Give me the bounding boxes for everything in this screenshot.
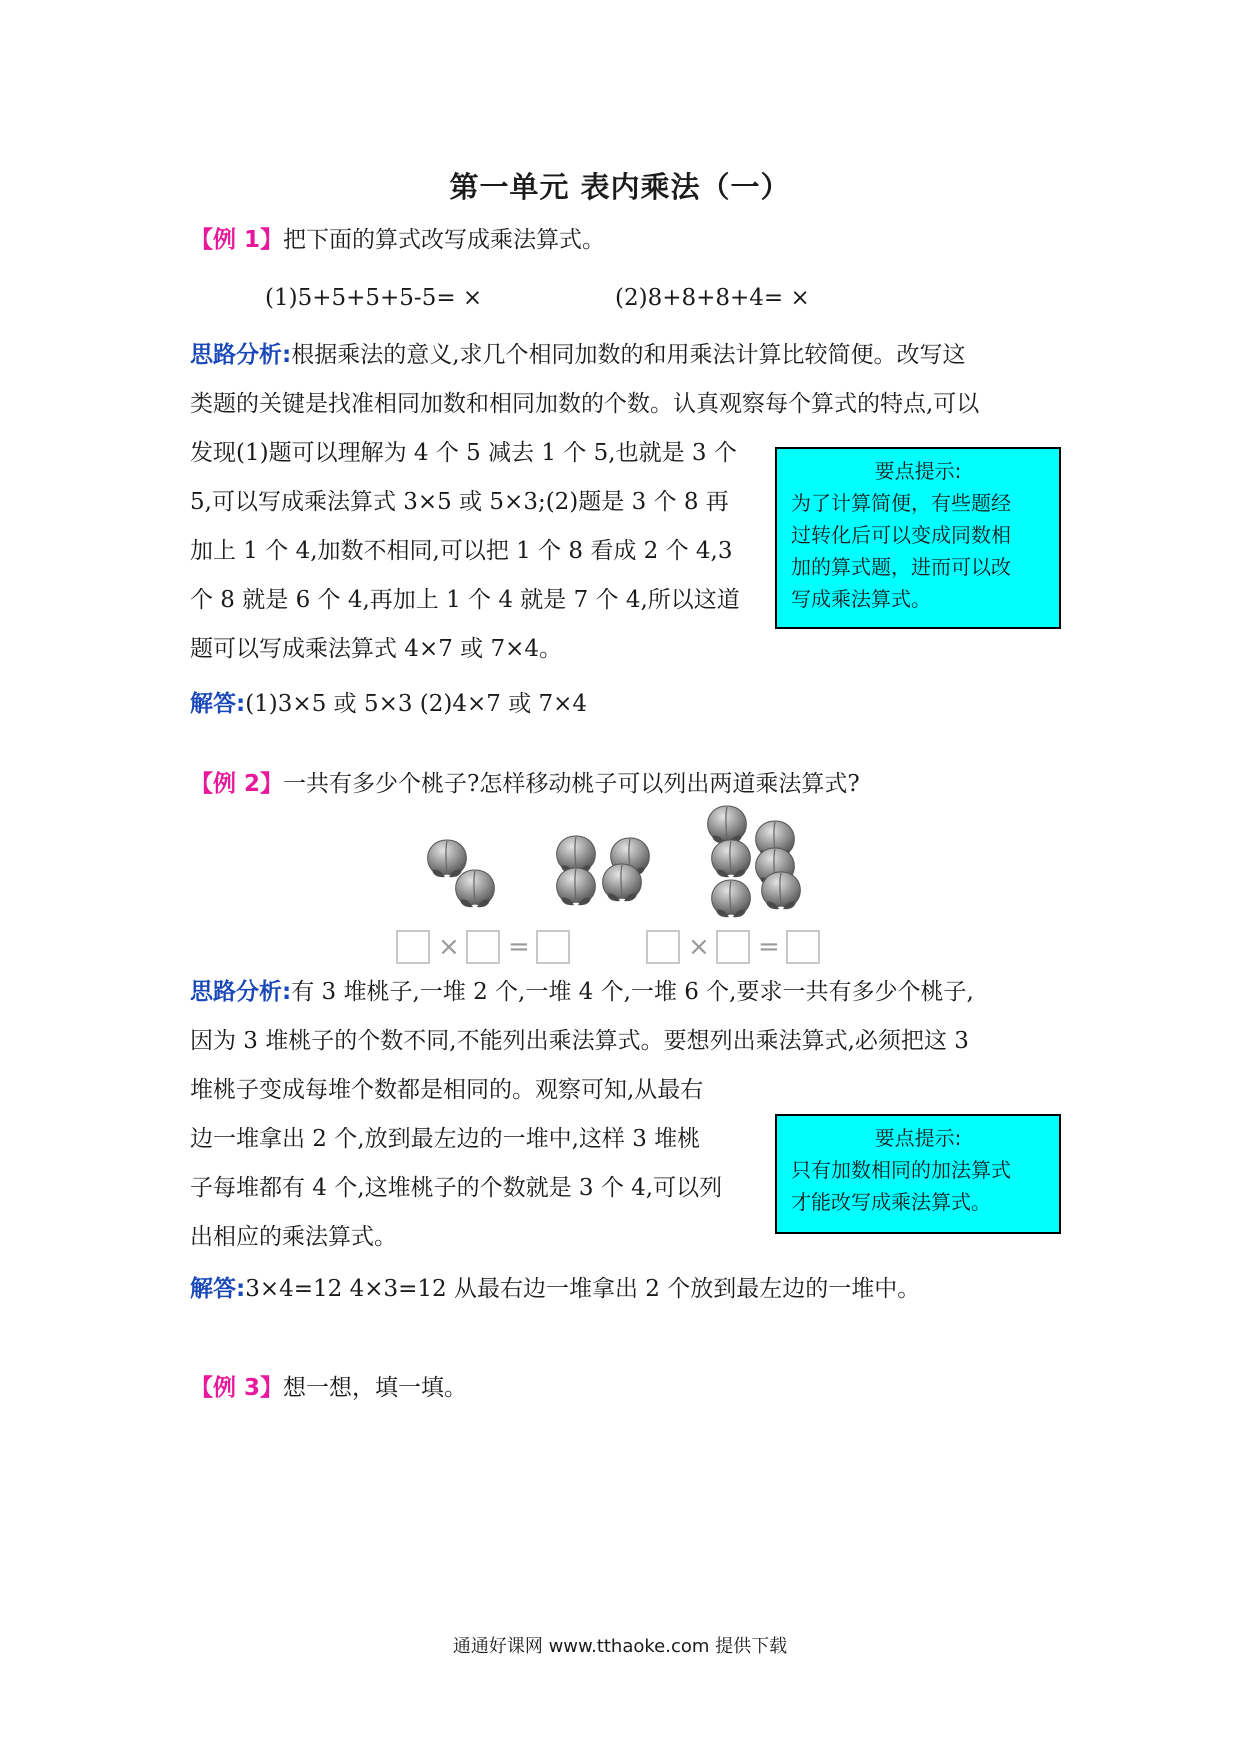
example-2-analysis-label: 思路分析:	[190, 979, 292, 1005]
example-2-analysis-line-3: 堆桃子变成每堆个数都是相同的。观察可知,从最右	[190, 1077, 704, 1103]
example-2-answer-line	[190, 1265, 920, 1314]
example-1-analysis-label: 思路分析:	[190, 342, 292, 368]
example-2-analysis-line-5: 子每堆都有 4 个,这堆桃子的个数就是 3 个 4,可以列	[190, 1175, 723, 1201]
times-sign: ×	[438, 932, 460, 962]
page-title: 第一单元 表内乘法（一）	[449, 170, 791, 204]
example-1-tip-line: 过转化后可以变成同数相	[791, 523, 1011, 547]
example-3-question: 想一想，填一填。	[283, 1375, 468, 1401]
example-1-analysis-line-7: 题可以写成乘法算式 4×7 或 7×4。	[190, 636, 563, 662]
example-2-analysis-line-2: 因为 3 堆桃子的个数不同,不能列出乘法算式。要想列出乘法算式,必须把这 3	[190, 1028, 969, 1054]
example-2-answer: 3×4=12 4×3=12 从最右边一堆拿出 2 个放到最左边的一堆中。	[245, 1276, 921, 1302]
example-2-answer-label: 解答:	[190, 1276, 246, 1302]
peach-icon	[758, 866, 804, 912]
example-1-question-line	[190, 216, 605, 265]
example-2-question-line	[190, 760, 860, 809]
example-1-analysis-text: 根据乘法的意义,求几个相同加数的和用乘法计算比较简便。改写这	[291, 342, 966, 368]
peach-icon	[599, 858, 645, 904]
example-1-answer-line	[190, 680, 587, 729]
example-1-analysis-line-3: 发现(1)题可以理解为 4 个 5 减去 1 个 5,也就是 3 个	[190, 440, 737, 466]
peach-icon	[553, 862, 599, 908]
answer-box[interactable]	[536, 930, 570, 964]
equals-sign: =	[758, 932, 780, 962]
peach-icon	[452, 864, 498, 910]
answer-box[interactable]	[396, 930, 430, 964]
answer-box[interactable]	[786, 930, 820, 964]
example-1-analysis-line-2: 类题的关键是找准相同加数和相同加数的个数。认真观察每个算式的特点,可以	[190, 391, 980, 417]
example-1-analysis-line-1	[190, 331, 966, 380]
example-1-tag: 【例 1】	[190, 227, 284, 253]
times-sign: ×	[688, 932, 710, 962]
example-1-item-2: (2)8+8+8+4= ×	[615, 285, 810, 311]
example-1-tip-line: 加的算式题，进而可以改	[791, 555, 1011, 579]
example-2-question: 一共有多少个桃子?怎样移动桃子可以列出两道乘法算式?	[283, 771, 860, 797]
equals-sign: =	[508, 932, 530, 962]
example-1-item-1: (1)5+5+5+5-5= ×	[265, 285, 483, 311]
example-2-tip-title: 要点提示:	[874, 1126, 962, 1150]
answer-box[interactable]	[646, 930, 680, 964]
example-1-analysis-line-4: 5,可以写成乘法算式 3×5 或 5×3;(2)题是 3 个 8 再	[190, 489, 729, 515]
example-2-tip-line: 才能改写成乘法算式。	[791, 1190, 991, 1214]
example-1-tip-title: 要点提示:	[874, 459, 962, 483]
example-1-analysis-line-6: 个 8 就是 6 个 4,再加上 1 个 4 就是 7 个 4,所以这道	[190, 587, 740, 613]
answer-box[interactable]	[466, 930, 500, 964]
example-2-analysis-text: 有 3 堆桃子,一堆 2 个,一堆 4 个,一堆 6 个,要求一共有多少个桃子,	[291, 979, 974, 1005]
footer-credit: 通通好课网 www.tthaoke.com 提供下载	[452, 1636, 788, 1657]
example-1-tip-box	[775, 447, 1061, 629]
example-2-analysis-line-1	[190, 968, 974, 1017]
example-2-tag: 【例 2】	[190, 771, 284, 797]
example-1-question: 把下面的算式改写成乘法算式。	[283, 227, 606, 253]
peach-icon	[708, 874, 754, 920]
example-2-analysis-line-6: 出相应的乘法算式。	[190, 1224, 397, 1250]
example-2-tip-box	[775, 1114, 1061, 1234]
example-1-answer: (1)3×5 或 5×3 (2)4×7 或 7×4	[245, 691, 588, 717]
example-2-analysis-line-4: 边一堆拿出 2 个,放到最左边的一堆中,这样 3 堆桃	[190, 1126, 701, 1152]
example-3-question-line	[190, 1364, 467, 1413]
answer-box[interactable]	[716, 930, 750, 964]
example-1-analysis-line-5: 加上 1 个 4,加数不相同,可以把 1 个 8 看成 2 个 4,3	[190, 538, 733, 564]
example-1-tip-line: 写成乘法算式。	[791, 587, 931, 611]
example-1-answer-label: 解答:	[190, 691, 246, 717]
example-2-tip-line: 只有加数相同的加法算式	[791, 1158, 1011, 1182]
example-3-tag: 【例 3】	[190, 1375, 284, 1401]
example-1-tip-line: 为了计算简便，有些题经	[791, 491, 1011, 515]
